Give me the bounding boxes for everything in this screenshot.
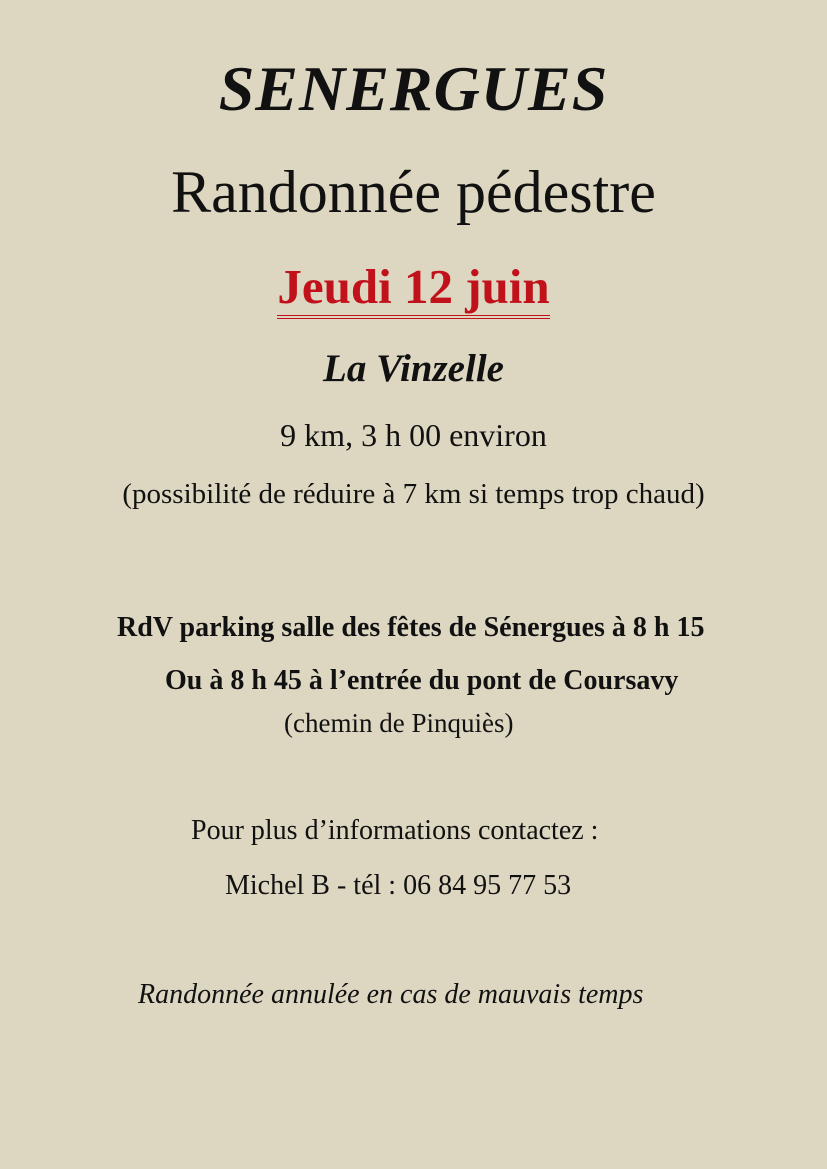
town-title: SENERGUES bbox=[218, 53, 609, 124]
meeting-point-primary: RdV parking salle des fêtes de Sénergues à 8 h 15 bbox=[117, 612, 705, 643]
activity-title: Randonnée pédestre bbox=[171, 159, 656, 225]
hike-location: La Vinzelle bbox=[323, 347, 504, 390]
event-date-text: Jeudi 12 juin bbox=[277, 262, 549, 319]
hike-distance: 9 km, 3 h 00 environ bbox=[280, 417, 547, 453]
event-date bbox=[0, 259, 827, 319]
info-label: Pour plus d’informations contactez : bbox=[191, 815, 599, 846]
meeting-point-secondary: Ou à 8 h 45 à l’entrée du pont de Coursavy bbox=[165, 665, 679, 696]
contact-info: Michel B - tél : 06 84 95 77 53 bbox=[225, 870, 572, 901]
hike-option-note: (possibilité de réduire à 7 km si temps trop chaud) bbox=[122, 478, 705, 510]
cancellation-note: Randonnée annulée en cas de mauvais temps bbox=[138, 979, 644, 1010]
meeting-point-detail: (chemin de Pinquiès) bbox=[284, 708, 514, 738]
